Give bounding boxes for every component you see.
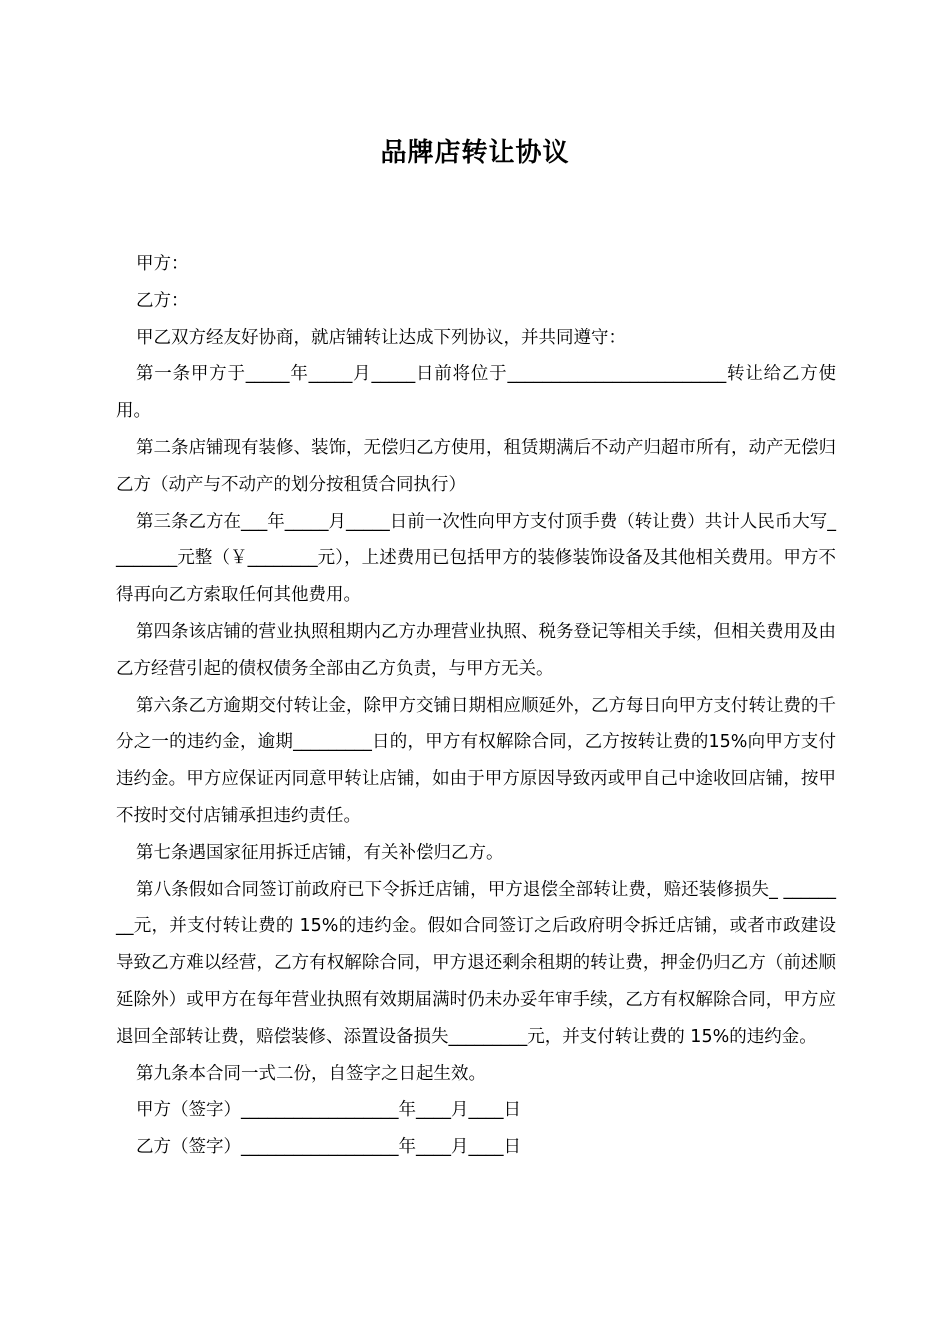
party-b-line: 乙方： (136, 290, 189, 311)
preamble: 甲乙双方经友好协商，就店铺转让达成下列协议，并共同遵守： (136, 327, 626, 348)
article-9: 第九条本合同一式二份，自签字之日起生效。 (136, 1063, 486, 1084)
article-4: 第四条该店铺的营业执照租期内乙方办理营业执照、税务登记等相关手续，但相关费用及由乙方经营引起的债权债务全部由乙方负责，与甲方无关。 (116, 621, 836, 679)
article-7: 第七条遇国家征用拆迁店铺，有关补偿归乙方。 (136, 842, 504, 863)
document-title: 品牌店转让协议 (380, 138, 570, 168)
party-b-signature-line: 乙方（签字）__________________年____月____日 (136, 1137, 521, 1158)
article-3: 第三条乙方在___年_____月_____日前一次性向甲方支付顶手费（转让费）共计人民币大写________元整（￥________元），上述费用已包括甲方的装修装饰设备及其他相关费用。甲方不得再向乙方索取任何其他费用。 (116, 511, 836, 606)
document-body (116, 246, 836, 1166)
party-a-signature-line: 甲方（签字）__________________年____月____日 (136, 1100, 521, 1121)
article-1: 第一条甲方于_____年_____月_____日前将位于_________________________转让给乙方使用。 (116, 364, 836, 422)
article-8: 第八条假如合同签订前政府已下令拆迁店铺，甲方退偿全部转让费，赔还装修损失_ ________元，并支付转让费的 15%的违约金。假如合同签订之后政府明令拆迁店铺，或者市政建设导致乙方难以经营，乙方有权解除合同，甲方退还剩余租期的转让费，押金仍归乙方（前述顺延除外）或甲方在每年营业执照有效期届满时仍未办妥年审手续，乙方有权解除合同，甲方应退回全部转让费，赔偿装修、添置设备损失_________元，并支付转让费的 15%的违约金。 (116, 879, 836, 1047)
article-6: 第六条乙方逾期交付转让金，除甲方交铺日期相应顺延外，乙方每日向甲方支付转让费的千分之一的违约金，逾期_________日的，甲方有权解除合同，乙方按转让费的15%向甲方支付违约金。甲方应保证丙同意甲转让店铺，如由于甲方原因导致丙或甲自己中途收回店铺，按甲不按时交付店铺承担违约责任。 (116, 695, 836, 826)
party-a-line: 甲方： (136, 254, 189, 274)
article-2: 第二条店铺现有装修、装饰，无偿归乙方使用，租赁期满后不动产归超市所有，动产无偿归乙方（动产与不动产的划分按租赁合同执行） (116, 437, 836, 495)
